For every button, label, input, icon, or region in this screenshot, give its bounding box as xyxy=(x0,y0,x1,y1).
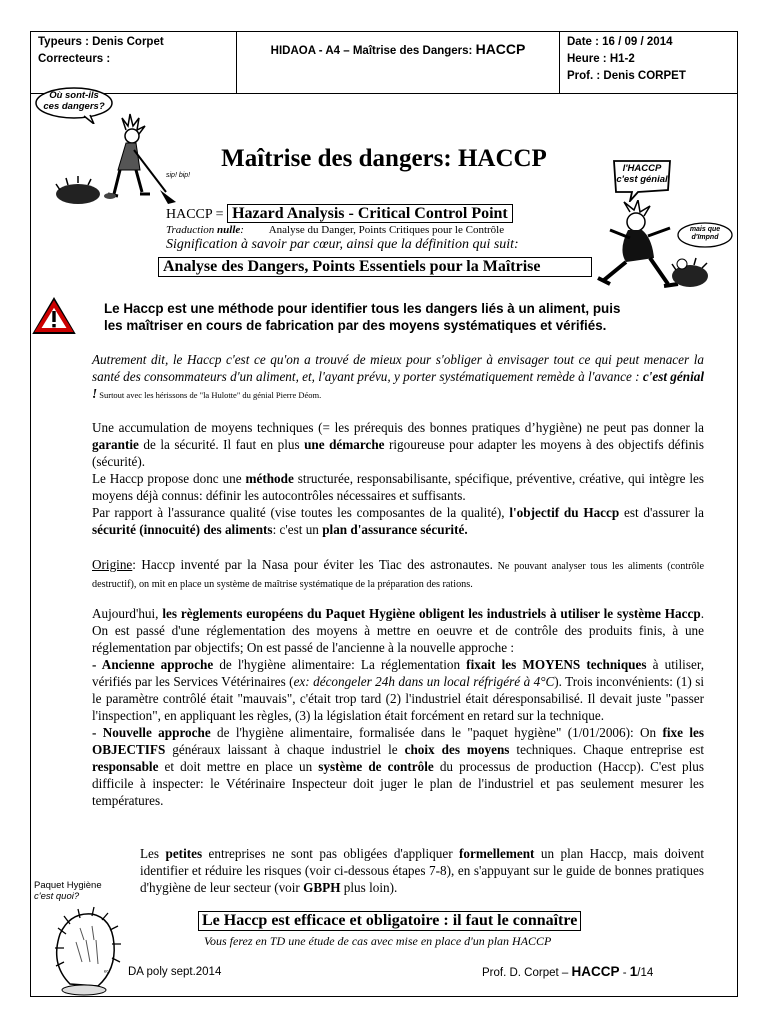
t: une démarche xyxy=(304,437,385,452)
t: sécurité (innocuité) des aliments xyxy=(92,522,273,537)
translation-label: Traduction xyxy=(166,224,218,236)
header-date: Date : 16 / 09 / 2014 xyxy=(567,36,673,48)
paquet-caption-line2: c'est quoi? xyxy=(34,891,80,902)
page-total: /14 xyxy=(637,967,654,979)
origine-small: Ne pouvant analyser tous les aliments (contrôle destructif), on mit en place un système de maîtrise systématique de la préparation des rations. xyxy=(92,561,704,590)
t: à utiliser, vérifiés par les Services Vétérinaires ( xyxy=(92,657,704,689)
origine-paragraph xyxy=(92,556,704,592)
document-header xyxy=(30,31,738,94)
footer-right xyxy=(482,964,653,979)
t: méthode xyxy=(245,471,294,486)
header-prof: Prof. : Denis CORPET xyxy=(567,70,686,82)
acronym-line xyxy=(166,205,513,223)
translation-bold: nulle xyxy=(217,224,241,236)
page-number: 1 xyxy=(629,964,638,979)
translation-line xyxy=(166,224,504,236)
footer-left: DA poly sept.2014 xyxy=(128,966,222,978)
para-methode xyxy=(92,470,704,504)
t: garantie xyxy=(92,437,139,452)
t: responsable xyxy=(92,759,159,774)
t: fixait les MOYENS techniques xyxy=(466,657,647,672)
t: structurée, responsabilisante, spécifique, préventive, créative, qui intègre les moyens déjà connus: définir les autocontrôles nécessaires et suffisants. xyxy=(92,471,704,503)
t: est d'assurer la xyxy=(619,505,705,520)
signification-line: Signification à savoir par cœur, ainsi que la définition qui suit: xyxy=(166,237,519,252)
origine-text: : Haccp inventé par la Nasa pour éviter les Tiac des astronautes. xyxy=(132,557,493,572)
para-moyens xyxy=(92,419,704,470)
scribble-glyph: ᵉᶜ xyxy=(104,970,109,976)
para-nouvelle xyxy=(92,724,704,809)
t: fixe les OBJECTIFS xyxy=(92,725,705,757)
header-time: Heure : H1-2 xyxy=(567,53,635,65)
header-meta xyxy=(560,31,738,93)
t: - Nouvelle approche xyxy=(92,725,211,740)
noise-text: sip! bip! xyxy=(166,172,191,179)
t: un plan Haccp, mais doivent identifier et réduire les risques (voir ci-dessous étapes 7-8), en s'appuyant sur le guide de bonnes pratiques d'hygiène de leur secteur (voir xyxy=(140,846,704,895)
page-title: Maîtrise des dangers: HACCP xyxy=(221,145,547,172)
t: de l'hygiène alimentaire: La réglementation xyxy=(213,657,467,672)
t: Une accumulation de moyens techniques (= les prérequis des bonnes pratiques d’hygiène) ne peut pas donner la xyxy=(92,420,704,435)
acronym-prefix: HACCP = xyxy=(166,207,224,222)
para-reglements xyxy=(92,605,704,656)
t: du processus de production (Haccp). C'est plus difficile à inspecter: le Vétérinaire Inspecteur doit juger le plan de l'industriel et pas seulement mesurer les températures. xyxy=(92,759,704,808)
t: techniques. Chaque entreprise est xyxy=(509,742,704,757)
petites-paragraph xyxy=(140,845,704,896)
para-ancienne xyxy=(92,656,704,724)
td-note: Vous ferez en TD une étude de cas avec mise en place d'un plan HACCP xyxy=(204,934,552,948)
haccp-definition xyxy=(104,300,706,334)
footer-haccp: HACCP xyxy=(571,964,620,979)
running-hedgehog-illustration xyxy=(590,200,730,292)
origine-label: Origine xyxy=(92,557,133,572)
t: Par rapport à l'assurance qualité (vise toutes les composantes de la qualité), xyxy=(92,505,510,520)
t: ). Trois inconvénients: (1) si le paramètre contrôlé était "mauvais", c'était trop tard (2) l'industriel était déresponsabilisé. Il devait juste "passer l'inspection", en appliquant les règles, (3) la législation était forcément en retard sur la technique. xyxy=(92,674,705,723)
hedgehog-thinking-illustration xyxy=(40,904,130,996)
course-haccp: HACCP xyxy=(475,41,526,57)
t: système de contrôle xyxy=(318,759,434,774)
paquet-caption xyxy=(34,880,102,902)
t: entreprises ne sont pas obligées d'appliquer xyxy=(202,846,460,861)
t: les règlements européens du Paquet Hygiène obligent les industriels à utiliser le système Haccp xyxy=(162,606,701,621)
t: : c'est un xyxy=(272,522,323,537)
t: ex: décongeler 24h dans un local réfrigéré à 4°C xyxy=(293,674,555,689)
t: et doit mettre en place un xyxy=(158,759,319,774)
t: de la sécurité. Il faut en plus xyxy=(138,437,305,452)
definition-line1: Le Haccp est une méthode pour identifier tous les dangers liés à un aliment, puis xyxy=(104,301,621,316)
italic-paragraph xyxy=(92,351,704,404)
footer-sep: - xyxy=(619,967,630,979)
body-block-2 xyxy=(92,605,704,809)
t: - Ancienne approche xyxy=(92,657,214,672)
t: généraux laissant à chaque industriel le xyxy=(165,742,405,757)
acronym-expansion: Hazard Analysis - Critical Control Point xyxy=(227,204,513,223)
header-course xyxy=(237,31,560,93)
speech-bubble-right xyxy=(610,158,674,202)
t: Aujourd'hui, xyxy=(92,606,163,621)
t: choix des moyens xyxy=(404,742,510,757)
bubble-right-text: l'HACCP c'est génial xyxy=(616,163,668,185)
para-objectif xyxy=(92,504,704,538)
italic-small: Surtout avec les hérissons de "la Hulotte" du génial Pierre Déom. xyxy=(97,390,322,400)
italic-bold: c'est génial ! xyxy=(92,369,705,401)
t: rigoureuse pour adapter les moyens à des objectifs définis (sécurité). xyxy=(92,437,704,469)
t: Le Haccp propose donc une xyxy=(92,471,246,486)
course-title: HIDAOA - A4 – Maîtrise des Dangers: xyxy=(270,45,476,57)
typeurs: Typeurs : Denis Corpet xyxy=(38,36,164,48)
conclusion-box: Le Haccp est efficace et obligatoire : il faut le connaître xyxy=(198,911,581,931)
definition-line2: les maîtriser en cours de fabrication par des moyens systématiques et vérifiés. xyxy=(104,318,607,333)
paquet-caption-line1: Paquet Hygiène xyxy=(34,880,102,891)
header-authors xyxy=(30,31,237,93)
translation-text: Analyse du Danger, Points Critiques pour le Contrôle xyxy=(268,224,505,236)
t: de l'hygiène alimentaire, formalisée dans le "paquet hygiène" (1/01/2006): On xyxy=(210,725,663,740)
italic-text: Autrement dit, le Haccp c'est ce qu'on a trouvé de mieux pour s'obliger à envisager tout ce qui peut menacer la santé des consommateurs d'un aliment, et, l'ayant prévu, y porter systématiquement remède à l'avance : xyxy=(92,352,704,384)
bubble-left-text: Où sont-ils ces dangers? xyxy=(43,90,105,112)
t: l'objectif du Haccp xyxy=(509,505,620,520)
t: formellement xyxy=(459,846,535,861)
t: plus loin). xyxy=(340,880,398,895)
t: Les xyxy=(140,846,166,861)
meaning-box: Analyse des Dangers, Points Essentiels pour la Maîtrise xyxy=(158,257,592,277)
t: . On est passé d'une réglementation des moyens à mettre en oeuvre et de contrôle des produits finis, à une réglementation par objectifs; On est passé de l'ancienne à la nouvelle approche : xyxy=(92,606,704,655)
footer-prefix: Prof. D. Corpet – xyxy=(482,967,572,979)
t: GBPH xyxy=(303,880,341,895)
body-block-1 xyxy=(92,419,704,538)
bubble-small-text: mais que d'ïmpnd xyxy=(689,226,721,241)
translation-colon: : xyxy=(240,224,244,236)
warning-icon xyxy=(32,296,76,336)
correcteurs: Correcteurs : xyxy=(38,53,111,65)
t: petites xyxy=(165,846,203,861)
t: plan d'assurance sécurité. xyxy=(322,522,468,537)
